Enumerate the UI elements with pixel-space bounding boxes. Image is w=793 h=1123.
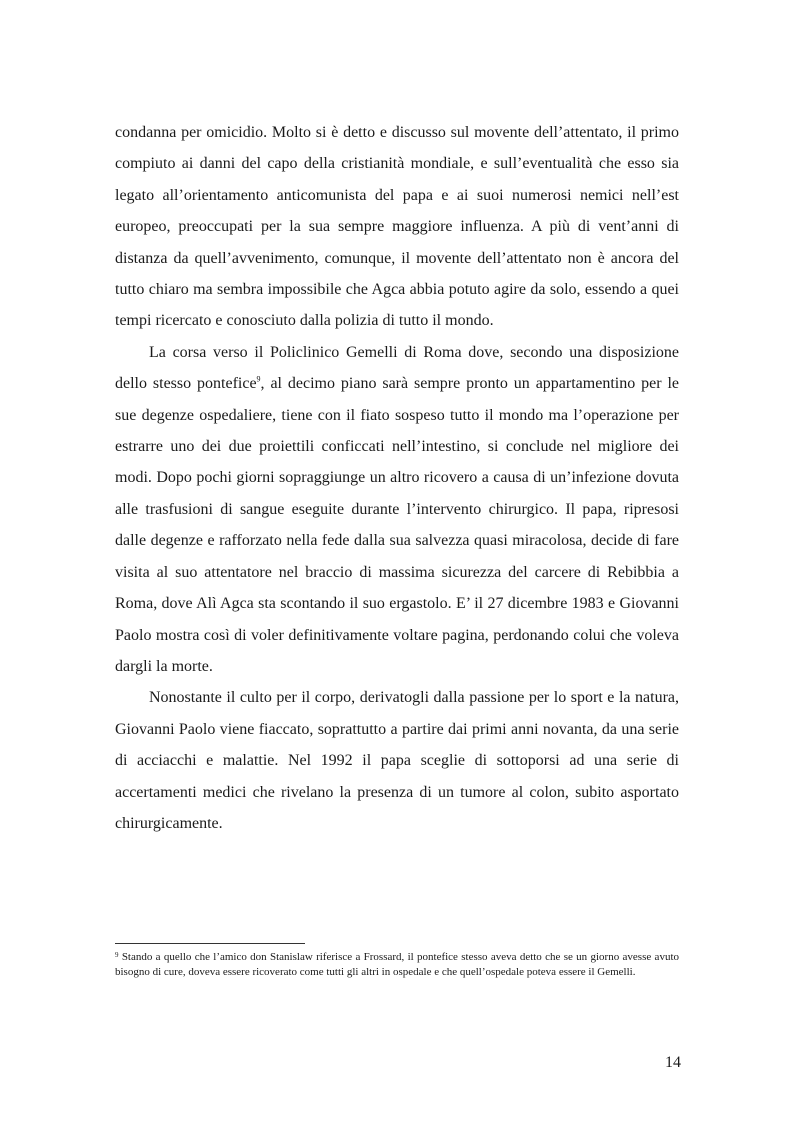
paragraph-3 — [115, 682, 679, 839]
paragraph-2-text-after-note: , al decimo piano sarà sempre pronto un appartamentino per le sue degenze ospedaliere, tiene con il fiato sospeso tutto il mondo ma l’operazione per estrarre uno dei due proiettili conficcati nell’intestino, si conclude nel migliore dei modi. Dopo pochi giorni sopraggiunge un altro ricovero a causa di un’infezione dovuta alle trasfusioni di sangue eseguite durante l’intervento chirurgico. Il papa, ripresosi dalle degenze e rafforzato nella fede dalla sua salvezza quasi miracolosa, decide di fare visita al suo attentatore nel braccio di massima sicurezza del carcere di Rebibbia a Roma, dove Alì Agca sta scontando il suo ergastolo. E’ il 27 dicembre 1983 e Giovanni Paolo mostra così di voler definitivamente voltare pagina, perdonando colui che voleva dargli la morte. — [115, 375, 679, 675]
paragraph-2 — [115, 337, 679, 682]
footnote — [115, 950, 679, 980]
footnote-separator — [115, 943, 305, 944]
paragraph-1 — [115, 117, 679, 337]
body-text — [115, 117, 679, 839]
footnote-number: 9 — [115, 951, 119, 959]
footnote-reference[interactable]: 9 — [256, 374, 261, 384]
page-number: 14 — [665, 1054, 681, 1071]
footnote-text: Stando a quello che l’amico don Stanislaw riferisce a Frossard, il pontefice stesso aveva detto che se un giorno avesse avuto bisogno di cure, doveva essere ricoverato come tutti gli altri in ospedale e che quell’ospedale poteva essere il Gemelli. — [115, 951, 679, 978]
paragraph-1-text: condanna per omicidio. Molto si è detto e discusso sul movente dell’attentato, il primo compiuto ai danni del capo della cristianità mondiale, e sull’eventualità che esso sia legato all’orientamento anticomunista del papa e ai suoi numerosi nemici nell’est europeo, preoccupati per la sua sempre maggiore influenza. A più di vent’anni di distanza da quell’avvenimento, comunque, il movente dell’attentato non è ancora del tutto chiaro ma sembra impossibile che Agca abbia potuto agire da solo, essendo a quei tempi ricercato e conosciuto dalla polizia di tutto il mondo. — [115, 124, 679, 330]
paragraph-2-text-before-note: La corsa verso il Policlinico Gemelli di Roma dove, secondo una disposizione dello stesso pontefice — [115, 343, 679, 393]
paragraph-3-text: Nonostante il culto per il corpo, derivatogli dalla passione per lo sport e la natura, Giovanni Paolo viene fiaccato, soprattutto a partire dai primi anni novanta, da una serie di acciacchi e malattie. Nel 1992 il papa sceglie di sottoporsi ad una serie di accertamenti medici che rivelano la presenza di un tumore al colon, subito asportato chirurgicamente. — [115, 689, 679, 832]
